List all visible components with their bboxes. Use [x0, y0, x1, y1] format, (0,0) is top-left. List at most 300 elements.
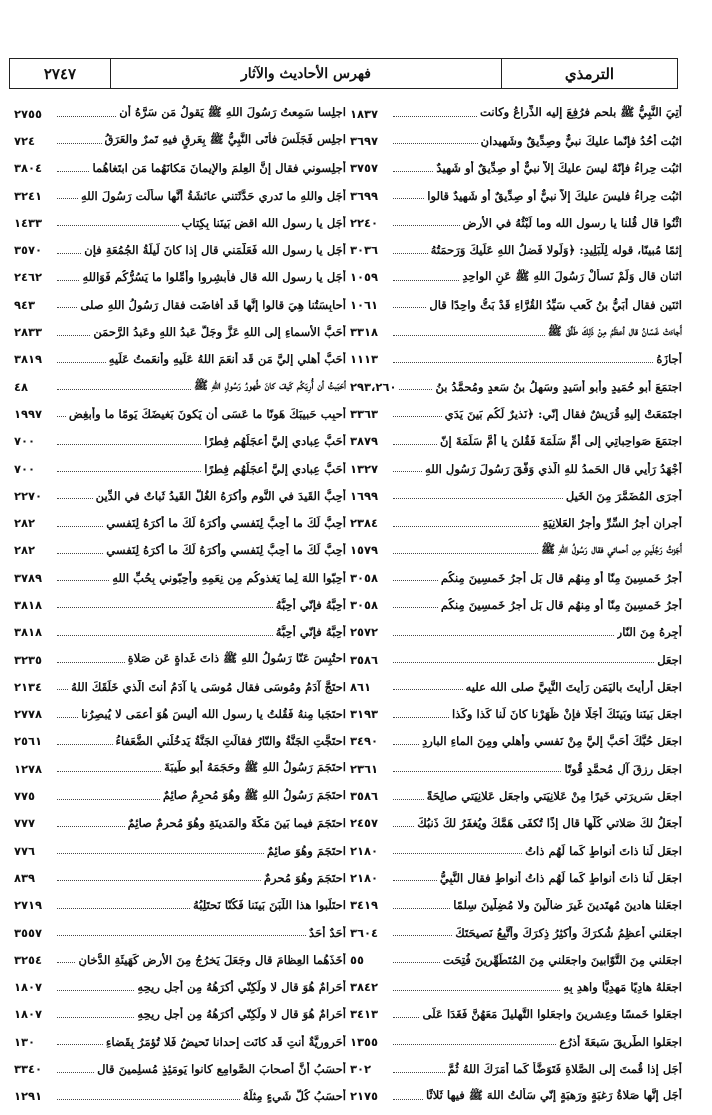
index-entry — [14, 946, 346, 973]
dot-leader — [57, 956, 75, 963]
hadith-number: ٧٠٠ — [14, 434, 36, 449]
entry-text: احتُبِسَ عَنّا رَسُولُ اللهِ ﷺ ذاتَ غَداةٍ عَن صَلاةِ — [127, 651, 346, 666]
left-column — [14, 100, 346, 1110]
dot-leader — [57, 329, 90, 336]
dot-leader — [393, 738, 419, 745]
hadith-number: ٣٤١٣ — [350, 1007, 379, 1022]
index-entry — [14, 782, 346, 809]
index-entry — [14, 127, 346, 154]
hadith-number: ١٩٩٧ — [14, 406, 43, 421]
entry-text: اجتمَعَ صَواحِباتِي إلى أُمِّ سَلَمَةَ فَقُلنَ يا أُمَّ سَلَمَةَ إنّ — [440, 434, 682, 449]
entry-text: أحَدٌ أحَدٌ — [309, 925, 346, 940]
entry-text: أجَل يا رسول الله اقضِ بَينَنا بِكِتابٍ — [181, 215, 346, 230]
entry-text: اجعَل — [657, 652, 682, 667]
entry-text: احتَجَّتِ الجَنَّةُ والنّارُ فقالَتِ الجَنَّةُ يَدخُلُني الضُّعَفاءُ — [115, 734, 346, 749]
hadith-number: ٧٢٤ — [14, 133, 36, 148]
entry-text: أُتِيَ النَّبِيُّ ﷺ بلحم فرُفِعَ إليه الذِّراعُ وكانت — [479, 105, 682, 120]
entry-text: أحابِسَتُنا هِيَ قالوا إنَّها قَد أفاضَت فقال رَسُولُ اللهِ صلى — [80, 297, 346, 312]
entry-text: اجلِسا سَمِعتُ رَسُولَ اللهِ ﷺ يَقولُ مَن سَرَّهُ أن — [119, 105, 346, 120]
dot-leader — [393, 601, 438, 608]
dot-leader — [57, 274, 79, 281]
dot-leader — [57, 683, 68, 690]
entry-text: اجعَل بَينَنا وبَينَكَ أَجَلًا فإنْ ظَهَرْنا كانَ لَنا كَذا وكَذا — [452, 707, 682, 722]
hadith-number: ٣٨١٨ — [14, 597, 43, 612]
dot-leader — [393, 329, 545, 336]
dot-leader — [57, 820, 125, 827]
entry-text: اجعَل لَنا ذاتَ أنواطٍ كَما لَهُم ذاتُ — [525, 843, 682, 858]
dot-leader — [393, 438, 437, 445]
entry-text: احتَجَمَ رَسُولُ اللهِ ﷺ وحَجَمَهُ أبو طَيبَةَ — [164, 760, 346, 775]
index-entry — [350, 318, 682, 345]
dot-leader — [57, 601, 273, 608]
index-entry — [14, 1028, 346, 1055]
dot-leader — [393, 711, 449, 718]
index-entry — [350, 755, 682, 782]
hadith-number: ٢٢٧٠ — [14, 488, 43, 503]
hadith-number: ٣٠٥٨ — [350, 597, 379, 612]
dot-leader — [57, 492, 93, 499]
entry-text: أجَل يا رسول الله قال فأَبشِروا وأمِّلوا ما يَسُرُّكُم فَوَاللهِ — [82, 270, 346, 285]
hadith-number: ٢٨٣٣ — [14, 325, 43, 340]
entry-text: أحَبَبتُ أن أُرِيَكُم كَيفَ كانَ طُهورُ رَسُولِ اللهِ ﷺ — [193, 378, 346, 393]
dot-leader — [393, 356, 653, 363]
dot-leader — [57, 574, 109, 581]
dot-leader — [399, 383, 432, 390]
dot-leader — [393, 547, 538, 554]
hadith-number: ١٣٥٥ — [350, 1034, 379, 1049]
entry-text: اجتَمَعَتْ إليهِ قُرَيشٌ فقال إنّي: ﴿نَذيرٌ لَكُم بَينَ يَدَي — [444, 406, 682, 421]
index-entry — [350, 291, 682, 318]
entry-text: أحَرامٌ هُوَ قال لا ولَكِنّي أكرَهُهُ مِن أجلِ ريحِهِ — [137, 980, 346, 995]
dot-leader — [393, 165, 433, 172]
hadith-number: ١٨٠٧ — [14, 980, 43, 995]
hadith-number: ٥٥ — [350, 952, 365, 967]
dot-leader — [57, 137, 102, 144]
index-entry — [350, 455, 682, 482]
index-entry — [14, 291, 346, 318]
entry-text: اجعَل رِزقَ آلِ مُحمَّدٍ قُوتًا — [564, 761, 682, 776]
dot-leader — [57, 629, 273, 636]
entry-text: اجعَلني مِنَ التَّوّابينَ واجعَلني مِنَ المُتَطَهِّرينَ فُتِحَت — [442, 952, 682, 967]
dot-leader — [393, 956, 440, 963]
index-entry — [350, 346, 682, 373]
hadith-number: ٢١٨٠ — [350, 870, 379, 885]
entry-text: أحِبّوا اللهَ لِما يَغذوكُم مِن نِعَمِهِ وأحِبّوني بِحُبِّ اللهِ — [112, 570, 346, 585]
right-column — [350, 100, 682, 1110]
hadith-number: ٣٢٤١ — [14, 188, 43, 203]
hadith-number: ٢٨٢ — [14, 516, 36, 531]
page-header — [9, 58, 678, 89]
index-entry — [350, 236, 682, 263]
hadith-number: ١٤٣٣ — [14, 215, 43, 230]
hadith-number: ٣٠٢ — [350, 1062, 372, 1077]
hadith-number: ٨٦١ — [350, 679, 372, 694]
page-number: ٢٧٤٧ — [10, 59, 111, 88]
dot-leader — [393, 820, 414, 827]
hadith-number: ٢١٣٤ — [14, 679, 43, 694]
index-entry — [14, 1001, 346, 1028]
entry-text: أَجَل إنَّها صَلاةُ رَغبَةٍ ورَهبَةٍ إنّي سَألتُ اللهَ ﷺ فيها ثَلاثًا — [425, 1087, 682, 1102]
dot-leader — [57, 847, 264, 854]
hadith-number: ٢٥٦١ — [14, 734, 43, 749]
hadith-number: ٣١٩٣ — [350, 707, 379, 722]
hadith-number: ٢٧١٩ — [14, 898, 43, 913]
index-entry — [350, 1001, 682, 1028]
index-entry — [14, 755, 346, 782]
entry-text: اثبُت حِراءُ فليسَ عليكَ إلاّ نبيٌّ أو صِدِّيقٌ أو شَهيدٌ قالوا — [427, 188, 682, 203]
index-entry — [14, 701, 346, 728]
index-entry — [350, 155, 682, 182]
entry-text: اثنَينِ فقال أُبَيُّ بنُ كَعبٍ سَيِّدُ القُرَّاءِ قَدْ بَتُّ واحِدًا قال — [429, 297, 682, 312]
hadith-number: ٧٧٥ — [14, 789, 36, 804]
index-entry — [14, 837, 346, 864]
index-entry — [350, 946, 682, 973]
index-entry — [350, 482, 682, 509]
index-entry — [350, 892, 682, 919]
hadith-number: ٢١٧٥ — [350, 1089, 379, 1104]
dot-leader — [57, 711, 78, 718]
index-entry — [14, 428, 346, 455]
hadith-number: ٣٥٨٦ — [350, 789, 379, 804]
entry-text: اجعَل أرأيتَ باليَمَنِ رَأيتَ النَّبِيَّ صلى الله عليه — [465, 679, 682, 694]
entry-text: اجعَل لَنا ذاتَ أنواطٍ كَما لَهُم ذاتُ أنواطٍ فقال النَّبِيُّ — [439, 870, 682, 885]
entry-text: أجَل إذا قُمتَ إلى الصَّلاةِ فَتَوَضَّأ كَما أمَرَكَ اللهُ ثُمَّ — [447, 1062, 682, 1077]
index-entry — [350, 919, 682, 946]
entry-text: أَجاءَتْ غَسّانُ قال أعظَمُ مِنْ ذَلِكَ طَلَّقَ ﷺ — [547, 323, 682, 338]
index-entry — [14, 864, 346, 891]
dot-leader — [57, 165, 89, 172]
index-entry — [14, 974, 346, 1001]
index-entry — [14, 673, 346, 700]
entry-text: أَجِرهُ مِنَ النّارِ — [616, 625, 682, 640]
hadith-number: ٣٤١٩ — [350, 898, 379, 913]
dot-leader — [57, 520, 103, 527]
entry-text: احتَجَمَ فيما بَينَ مَكَّةَ والمَدينَةِ وهُوَ مُحرِمٌ صائِمٌ — [127, 816, 346, 831]
hadith-number: ٣٣٦٣ — [350, 406, 379, 421]
index-entry — [14, 564, 346, 591]
index-entry — [350, 782, 682, 809]
entry-text: أحسَبُ أنَّ أصحابَ الصَّوامِعِ كانوا يَومَئِذٍ مُسلِمينَ قال — [97, 1062, 346, 1077]
entry-text: اجعَلهُ هادِيًا مَهدِيًّا واهدِ بِهِ — [563, 980, 682, 995]
hadith-number: ٨٣٩ — [14, 870, 36, 885]
hadith-number: ١٠٥٩ — [350, 270, 379, 285]
entry-text: اجعَلنا هادينَ مُهتَدينَ غَيرَ ضالّينَ ولا مُضِلّينَ سِلمًا — [453, 898, 682, 913]
hadith-number: ١٣٠ — [14, 1034, 36, 1049]
dot-leader — [57, 656, 125, 663]
dot-leader — [57, 465, 201, 472]
hadith-number: ٢٧٧٨ — [14, 707, 43, 722]
dot-leader — [393, 984, 560, 991]
dot-leader — [57, 1093, 240, 1100]
dot-leader — [57, 192, 78, 199]
index-entry — [14, 100, 346, 127]
index-entry — [350, 182, 682, 209]
index-entry — [14, 482, 346, 509]
index-entry — [14, 455, 346, 482]
entry-text: احتَجَمَ وهُوَ مُحرِمٌ — [263, 870, 346, 885]
index-entry — [14, 919, 346, 946]
entry-text: أجَل واللهِ ما تَدري حَدَّثَتني عائشَةُ أنَّها سألَت رَسُولَ اللهِ — [80, 188, 346, 203]
dot-leader — [393, 492, 563, 499]
entry-text: أَجازَهُ — [656, 352, 682, 367]
hadith-number: ٣٨١٩ — [14, 352, 43, 367]
entry-text: أحبِب حَبيبَكَ هَونًا ما عَسَى أن يَكونَ بَغيضَكَ يَومًا ما وأبغِض — [68, 406, 346, 421]
index-entry — [14, 346, 346, 373]
entry-text: اثبُت حِراءُ فإنّهُ ليسَ عليكَ إلاّ نبيٌّ أو صِدِّيقٌ أو شَهيدٌ — [436, 161, 682, 176]
index-entry — [14, 182, 346, 209]
hadith-number: ١٢٩١ — [14, 1089, 43, 1104]
hadith-number: ٣٢٣٥ — [14, 652, 43, 667]
entry-text: احتَجَّ آدَمُ ومُوسَى فقال مُوسَى يا آدَمُ أنتَ الّذي خَلَقَكَ اللهُ — [71, 679, 346, 694]
hadith-number: ٣٨٤٢ — [350, 980, 379, 995]
dot-leader — [393, 902, 450, 909]
dot-leader — [57, 110, 116, 117]
entry-text: أُحِبُّ القَيدَ في النَّومِ وأكرَهُ الغُلَّ القَيدُ ثَباتٌ في الدِّينِ — [95, 488, 346, 503]
index-entry — [14, 1055, 346, 1082]
index-entry — [350, 400, 682, 427]
dot-leader — [57, 247, 81, 254]
index-entry — [350, 974, 682, 1001]
index-entry — [14, 892, 346, 919]
entry-text: اجعَلوا خَمسًا وعِشرينَ واجعَلوا التَّهليلَ مَعَهُنَّ فَغَدَا عَلَى — [422, 1007, 682, 1022]
hadith-number: ٢٣٨٤ — [350, 516, 379, 531]
hadith-number: ٢٤٥٧ — [350, 816, 379, 831]
entry-text: أُحِبُّ لَكَ ما أُحِبُّ لِنَفسي وأكرَهُ لَكَ ما أكرَهُ لِنَفسي — [106, 543, 346, 558]
dot-leader — [57, 1038, 103, 1045]
index-entry — [350, 728, 682, 755]
entry-text: احتَجَمَ رَسُولُ اللهِ ﷺ وهُوَ مُحرِمٌ صائِمٌ — [162, 787, 346, 802]
dot-leader — [57, 356, 106, 363]
index-entry — [14, 318, 346, 345]
index-entry — [350, 428, 682, 455]
entry-text: أُحِبُّ لَكَ ما أُحِبُّ لِنَفسي وأكرَهُ لَكَ ما أكرَهُ لِنَفسي — [106, 516, 346, 531]
hadith-number: ٤٨ — [14, 379, 29, 394]
index-entry — [350, 864, 682, 891]
entry-text: احتَجَبا مِنهُ فَقُلتُ يا رسول الله أليسَ هُوَ أعمَى لا يُبصِرُنا — [81, 707, 346, 722]
hadith-number: ٣٥٨٦ — [350, 652, 379, 667]
dot-leader — [57, 793, 160, 800]
entry-text: أحَبُّ الأسماءِ إلى اللهِ عَزَّ وجَلَّ عَبدُ اللهِ وعَبدُ الرَّحمَنِ — [93, 325, 346, 340]
hadith-number: ٣٦٩٩ — [350, 188, 379, 203]
dot-leader — [57, 301, 77, 308]
index-entry — [350, 373, 682, 400]
hadith-number: ٧٧٦ — [14, 843, 36, 858]
hadith-number: ١٣٢٧ — [350, 461, 379, 476]
dot-leader — [393, 847, 522, 854]
index-entry — [350, 509, 682, 536]
hadith-number: ٣٥٧٠ — [14, 243, 43, 258]
index-entry — [350, 1083, 682, 1110]
hadith-number: ٧٠٠ — [14, 461, 36, 476]
entry-text: أجرانِ أجرُ السِّرِّ وأجرُ العَلانِيَةِ — [542, 516, 682, 531]
hadith-number: ٣٤٩٠ — [350, 734, 379, 749]
index-entry — [350, 810, 682, 837]
entry-text: احتَلَبوا هذا اللَّبَنَ بَينَنا فَكُنّا نَحتَلِبُهُ — [193, 898, 346, 913]
entry-text: أَجرُ خَمسِينَ مِنّا أو مِنهُم قال بَل أَجرُ خَمسِينَ مِنكُم — [440, 570, 682, 585]
entry-text: أحَرامٌ هُوَ قال لا ولَكِنّي أكرَهُهُ مِن أجلِ ريحِهِ — [137, 1007, 346, 1022]
dot-leader — [57, 1066, 94, 1073]
entry-text: اثْنُوا قال قُلنا يا رسول الله وما لَبْثُهُ في الأرضِ — [462, 215, 682, 230]
hadith-number: ٣٢٥٤ — [14, 952, 43, 967]
dot-leader — [57, 410, 66, 417]
hadith-number: ١٨٣٧ — [350, 106, 379, 121]
dot-leader — [393, 656, 654, 663]
entry-text: أجَل يا رسول الله فَعَلَّمَني قال إذا كانَ لَيلَةُ الجُمُعَةِ فإن — [84, 243, 346, 258]
index-entry — [350, 1055, 682, 1082]
index-entry — [350, 646, 682, 673]
entry-text: أحِبَّهُ فإنّي أُحِبُّهُ — [275, 625, 346, 640]
entry-text: اجتمَعَ أبو حُمَيدٍ وأبو أُسَيدٍ وسَهلُ بنُ سَعدٍ ومُحمَّدُ بنُ — [435, 379, 682, 394]
entry-text: إثمًا مُبينًا، قوله لِلْبَلِيدِ: ﴿وَلَولا فَضلُ اللهِ عَلَيكَ وَرَحمَتُهُ — [430, 243, 682, 258]
index-entry — [350, 209, 682, 236]
hadith-number: ١٥٧٩ — [350, 543, 379, 558]
hadith-number: ٩٤٣ — [14, 297, 36, 312]
dot-leader — [393, 301, 426, 308]
hadith-number: ٣٥٥٧ — [14, 925, 43, 940]
index-entry — [350, 537, 682, 564]
dot-leader — [393, 574, 438, 581]
dot-leader — [393, 1066, 445, 1073]
dot-leader — [393, 1093, 423, 1100]
dot-leader — [57, 219, 179, 226]
index-entry — [14, 400, 346, 427]
entry-text: اثنان قال وَلَمْ نَسأَلْ رَسُولَ اللهِ ﷺ عَنِ الواحِدِ — [462, 268, 682, 283]
book-name: الترمذي — [501, 59, 677, 88]
dot-leader — [393, 629, 614, 636]
entry-text: أَجرَى المُضَمَّرَ مِنَ الخَيلِ — [565, 488, 682, 503]
index-entry — [350, 100, 682, 127]
index-entry — [350, 837, 682, 864]
hadith-number: ١٨٠٧ — [14, 1007, 43, 1022]
dot-leader — [393, 793, 424, 800]
index-entry — [14, 209, 346, 236]
entry-text: اجعَل سَريرَتي خَيرًا مِنْ عَلانِيَتي واجعَل عَلانِيَتي صالِحَةً — [426, 789, 682, 804]
hadith-number: ٢١٨٠ — [350, 843, 379, 858]
dot-leader — [57, 438, 201, 445]
hadith-number: ٣٠٣٦ — [350, 243, 379, 258]
index-entry — [350, 591, 682, 618]
dot-leader — [393, 110, 477, 117]
hadith-number: ١١١٣ — [350, 352, 379, 367]
index-entry — [350, 127, 682, 154]
entry-text: اجعَلوا الطَّريقَ سَبعَةَ أذرُعٍ — [559, 1034, 682, 1049]
hadith-number: ٣٠٥٨ — [350, 570, 379, 585]
index-entry — [14, 591, 346, 618]
entry-text: اجعَلني أُعظِمُ شُكرَكَ وأُكثِرُ ذِكرَكَ وأتَّبِعُ نَصيحَتَكَ — [455, 925, 682, 940]
index-entry — [14, 509, 346, 536]
entry-text: اجعَل حُبَّكَ أحَبَّ إليَّ مِنْ نَفسي وأهلي ومِنَ الماءِ البارِدِ — [422, 734, 682, 749]
entry-text: أخَذَهُما العِظامَ قال وجَعَلَ يَخرُجُ مِنَ الأرضِ كَهَيئَةِ الدُّخانِ — [78, 952, 346, 967]
index-entry — [14, 155, 346, 182]
dot-leader — [393, 137, 478, 144]
dot-leader — [393, 410, 442, 417]
dot-leader — [393, 683, 463, 690]
index-entry — [14, 619, 346, 646]
index-entry — [350, 701, 682, 728]
entry-text: أحَبُّ عِبادي إليَّ أعجَلُهُم فِطرًا — [204, 461, 346, 476]
dot-leader — [393, 219, 460, 226]
hadith-number: ١٠٦١ — [350, 297, 379, 312]
dot-leader — [57, 984, 134, 991]
hadith-number: ٣٣١٨ — [350, 325, 379, 340]
entry-text: أَجْهَدُ رَأيي قال الحَمدُ للهِ الّذي وَفَّقَ رَسُولَ رَسُولِ اللهِ — [425, 461, 682, 476]
hadith-number: ٢٥٧٢ — [350, 625, 379, 640]
index-entry — [14, 728, 346, 755]
index-title: فهرس الأحاديث والآثار — [241, 65, 371, 82]
index-entry — [14, 537, 346, 564]
hadith-number: ٢٨٢ — [14, 543, 36, 558]
entry-text: أَجعَلُ لكَ صَلاتي كُلَّها قال إذًا تُكفَى هَمَّكَ ويُغفَرُ لكَ ذَنبُكَ — [417, 816, 682, 831]
hadith-number: ٢٤٦٢ — [14, 270, 43, 285]
hadith-number: ٣٦٩٧ — [350, 133, 379, 148]
hadith-number: ٣٨١٨ — [14, 625, 43, 640]
dot-leader — [393, 192, 424, 199]
index-entry — [14, 1083, 346, 1110]
hadith-number: ٣٣٤٠ — [14, 1062, 43, 1077]
hadith-number: ٢٧٥٥ — [14, 106, 43, 121]
index-entry — [350, 264, 682, 291]
hadith-number: ٧٧٧ — [14, 816, 36, 831]
dot-leader — [57, 929, 306, 936]
dot-leader — [57, 547, 103, 554]
hadith-number: ٢٢٤٠ — [350, 215, 379, 230]
entry-text: أحِبَّهُ فإنّي أُحِبُّهُ — [275, 597, 346, 612]
entry-text: اجلِس فَجَلَسَ فأتَى النَّبِيُّ ﷺ بِعَرقٍ فيهِ تَمرٌ والعَرَقُ — [104, 132, 346, 147]
index-entry — [350, 673, 682, 700]
entry-text: أَجلِسوني فقال إنَّ العِلمَ والإيمانَ مَكانَهُما مَنِ ابتَغاهُما — [92, 161, 346, 176]
dot-leader — [57, 874, 261, 881]
index-entry — [14, 264, 346, 291]
hadith-number: ٣٧٥٧ — [350, 161, 379, 176]
index-entry — [350, 619, 682, 646]
entry-text: أحَبُّ أهلي إليَّ مَن قَد أنعَمَ اللهُ عَلَيهِ وأنعَمتُ عَلَيهِ — [108, 352, 346, 367]
hadith-number: ١٦٩٩ — [350, 488, 379, 503]
entry-text: أحَرورِيَّةٌ أنتِ قَد كانَت إحدانا تَحيضُ فَلا تُؤمَرُ بِقَضاءِ — [105, 1034, 346, 1049]
entry-text: أحسَبُ كُلَّ شَيءٍ مِثلَهُ — [242, 1089, 346, 1104]
dot-leader — [57, 738, 113, 745]
dot-leader — [57, 765, 161, 772]
index-entry — [350, 1028, 682, 1055]
dot-leader — [57, 383, 191, 390]
index-entry — [14, 810, 346, 837]
index-entry — [14, 236, 346, 263]
dot-leader — [393, 1038, 556, 1045]
dot-leader — [393, 1011, 419, 1018]
entry-text: أَجرُ خَمسِينَ مِنّا أو مِنهُم قال بَل أَجرُ خَمسِينَ مِنكُم — [440, 597, 682, 612]
hadith-number: ٣٨٠٤ — [14, 161, 43, 176]
entry-text: اثبُت أُحُدُ فإنّما عليكَ نبيٌّ وصِدِّيقٌ وشَهيدانِ — [480, 133, 682, 148]
dot-leader — [57, 1011, 134, 1018]
dot-leader — [393, 465, 422, 472]
dot-leader — [393, 929, 452, 936]
hadith-number: ٣٦٠٤ — [350, 925, 379, 940]
hadith-number: ٢٣٦١ — [350, 761, 379, 776]
entry-text: أحَبُّ عِبادي إليَّ أعجَلُهُم فِطرًا — [204, 434, 346, 449]
hadith-number: ٣٨٧٩ — [350, 434, 379, 449]
dot-leader — [393, 765, 561, 772]
entry-text: أَجَزتُ رَجُلَينِ مِن أحمائي فقال رَسُولُ اللهِ ﷺ — [541, 541, 682, 556]
dot-leader — [57, 902, 190, 909]
dot-leader — [393, 274, 459, 281]
entry-text: احتَجَمَ وهُوَ صائِمٌ — [266, 843, 346, 858]
hadith-number: ٢٩٣،٢٦٠ — [350, 379, 397, 394]
hadith-number: ٣٧٨٩ — [14, 570, 43, 585]
hadith-number: ١٢٧٨ — [14, 761, 43, 776]
dot-leader — [393, 874, 437, 881]
index-entry — [14, 373, 346, 400]
dot-leader — [393, 247, 428, 254]
index-entry — [350, 564, 682, 591]
